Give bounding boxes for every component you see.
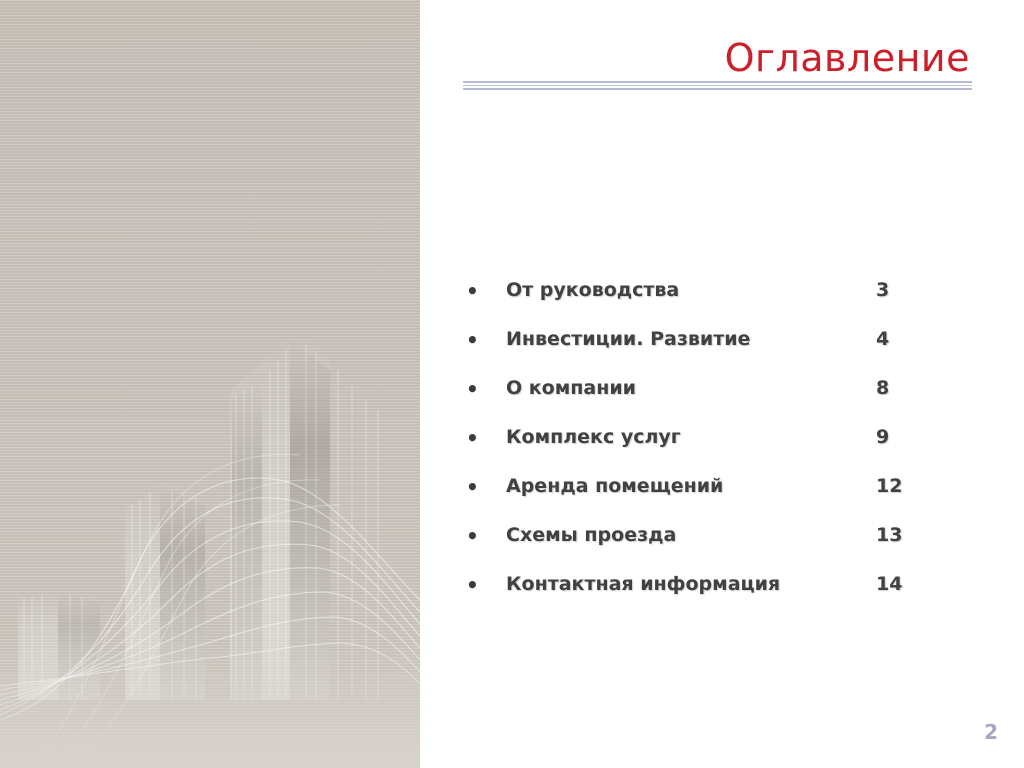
toc-item-rental[interactable] (466, 472, 926, 521)
buildings-illustration (0, 0, 420, 768)
page-title: Оглавление (724, 36, 970, 80)
slide-number: 2 (984, 720, 998, 744)
table-of-contents (466, 276, 926, 619)
toc-item-management[interactable] (466, 276, 926, 325)
toc-item-page: 8 (876, 377, 890, 399)
toc-item-investments[interactable] (466, 325, 926, 374)
bullet-icon: • (466, 377, 479, 401)
toc-item-label: О компании (506, 377, 636, 399)
title-underline (463, 81, 972, 90)
toc-item-page: 14 (876, 573, 903, 595)
toc-item-label: Контактная информация (506, 573, 781, 595)
bullet-icon: • (466, 328, 479, 352)
toc-item-page: 12 (876, 475, 903, 497)
bullet-icon: • (466, 573, 479, 597)
toc-item-page: 13 (876, 524, 903, 546)
toc-item-services[interactable] (466, 423, 926, 472)
toc-item-contacts[interactable] (466, 570, 926, 619)
bullet-icon: • (466, 426, 479, 450)
toc-item-label: Схемы проезда (506, 524, 677, 546)
toc-item-about-company[interactable] (466, 374, 926, 423)
toc-item-page: 9 (876, 426, 890, 448)
toc-item-label: Инвестиции. Развитие (506, 328, 751, 350)
toc-item-label: От руководства (506, 279, 680, 301)
toc-item-page: 4 (876, 328, 890, 350)
toc-item-label: Комплекс услуг (506, 426, 681, 448)
toc-item-page: 3 (876, 279, 890, 301)
decorative-buildings-panel (0, 0, 420, 768)
bullet-icon: • (466, 524, 479, 548)
toc-item-label: Аренда помещений (506, 475, 724, 497)
bullet-icon: • (466, 279, 479, 303)
toc-item-directions[interactable] (466, 521, 926, 570)
bullet-icon: • (466, 475, 479, 499)
